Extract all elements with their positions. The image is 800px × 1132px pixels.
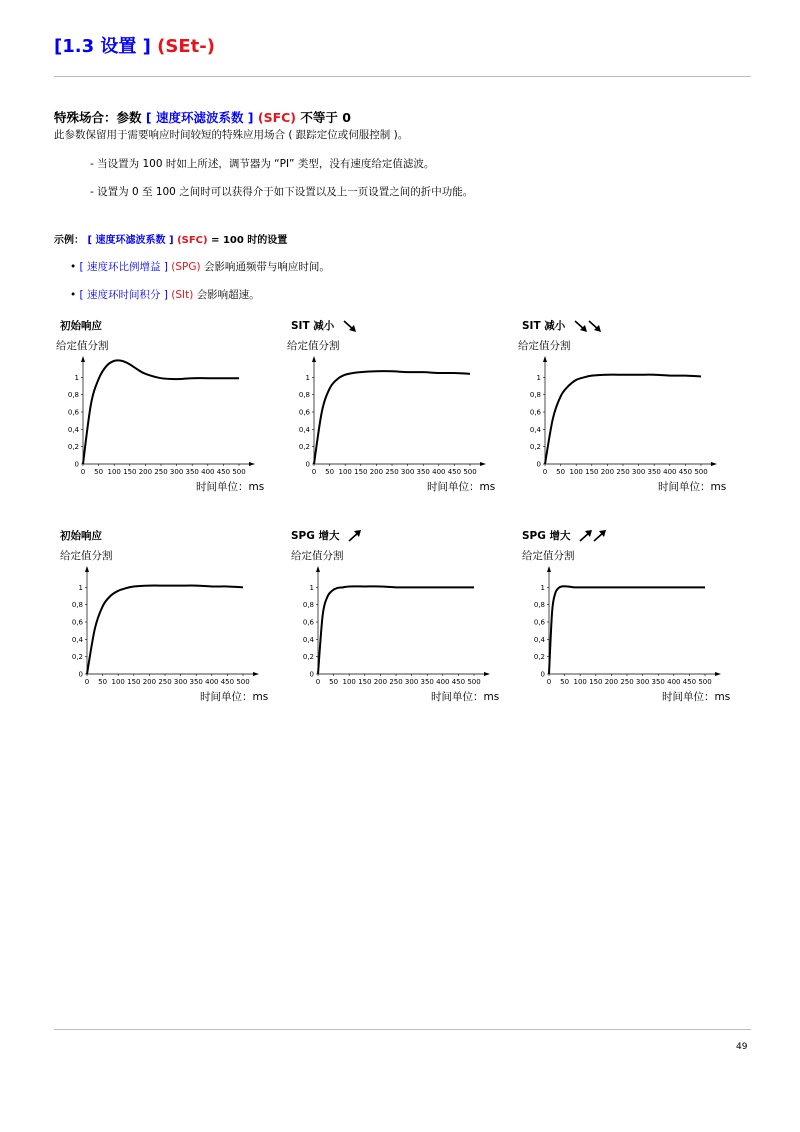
x-tick-label: 0 [311, 468, 317, 476]
x-tick-label: 250 [389, 678, 403, 686]
y-tick-label: 0,2 [298, 443, 310, 452]
x-tick-label: 50 [94, 468, 104, 476]
x-tick-label: 200 [600, 468, 615, 476]
x-axis-unit: 时间单位：ms [427, 481, 496, 493]
dash-item: - 当设置为 100 时如上所述，调节器为 “PI” 类型，没有速度给定值滤波。 [90, 158, 435, 170]
y-tick-label: 1 [540, 583, 545, 592]
chart-panel [291, 526, 511, 706]
y-axis-arrow [543, 356, 547, 362]
x-tick-label: 450 [451, 678, 466, 686]
chart-svg [56, 354, 276, 484]
response-curve [549, 586, 705, 674]
x-tick-label: 200 [369, 468, 384, 476]
x-tick-label: 350 [420, 678, 434, 686]
trend-arrow-svg [347, 529, 367, 543]
y-tick-label: 0 [305, 460, 310, 469]
title-bracket: [1.3 设置 ] [54, 36, 151, 57]
bullet-text: 会影响通频带与响应时间。 [203, 261, 330, 273]
x-tick-label: 50 [556, 468, 566, 476]
x-tick-label: 450 [447, 468, 462, 476]
trend-arrows-icon [574, 530, 614, 542]
chart-svg [287, 354, 507, 484]
x-tick-label: 50 [98, 678, 108, 686]
y-tick-label: 0,8 [533, 601, 545, 610]
y-axis-label: 给定值分割 [287, 340, 340, 352]
heading-param: [ 速度环滤波系数 ] [145, 110, 254, 125]
bullet-code: (SIt) [171, 289, 194, 301]
bullet-marker: • [70, 261, 77, 273]
x-tick-label: 100 [107, 468, 121, 476]
x-axis-unit: 时间单位：ms [658, 481, 727, 493]
page-title [54, 32, 215, 58]
heading-code: (SFC) [257, 110, 297, 125]
x-tick-label: 500 [232, 468, 246, 476]
chart-title [60, 528, 102, 543]
x-axis-unit: 时间单位：ms [662, 691, 731, 703]
x-tick-label: 500 [463, 468, 477, 476]
chart-panel [60, 526, 280, 706]
title-code: (SEt-) [157, 36, 215, 57]
x-tick-label: 450 [216, 468, 231, 476]
x-tick-label: 300 [404, 678, 419, 686]
chart-title-text: SIT 减小 [291, 320, 335, 332]
x-axis-unit: 时间单位：ms [200, 691, 269, 703]
x-tick-label: 350 [185, 468, 199, 476]
y-axis-arrow [316, 566, 320, 572]
trend-arrow-svg [342, 319, 362, 333]
y-tick-label: 0 [78, 670, 83, 679]
chart-title [291, 318, 362, 333]
x-tick-label: 50 [325, 468, 335, 476]
chart-title-text: 初始响应 [60, 530, 102, 542]
y-tick-label: 0,6 [298, 408, 310, 417]
x-tick-label: 400 [663, 468, 677, 476]
y-tick-label: 0,4 [302, 635, 314, 644]
x-tick-label: 400 [201, 468, 215, 476]
x-tick-label: 350 [189, 678, 203, 686]
y-tick-label: 0,6 [67, 408, 79, 417]
response-curve [83, 360, 239, 464]
x-tick-label: 150 [585, 468, 599, 476]
x-axis-arrow [253, 672, 259, 676]
y-tick-label: 1 [305, 373, 310, 382]
y-tick-label: 1 [78, 583, 83, 592]
trend-arrows-icon [338, 320, 362, 332]
y-tick-label: 0,2 [529, 443, 541, 452]
x-tick-label: 150 [123, 468, 137, 476]
x-axis-arrow [249, 462, 255, 466]
bullet-marker: • [70, 289, 77, 301]
x-tick-label: 400 [667, 678, 681, 686]
x-tick-label: 450 [220, 678, 235, 686]
bullet-param: [ 速度环时间积分 ] [79, 289, 168, 301]
x-tick-label: 450 [682, 678, 697, 686]
response-curve [318, 586, 474, 674]
x-tick-label: 250 [620, 678, 634, 686]
trend-arrows-icon [343, 530, 367, 542]
y-tick-label: 0 [74, 460, 79, 469]
x-tick-label: 400 [436, 678, 450, 686]
x-tick-label: 100 [573, 678, 587, 686]
response-curve [314, 371, 470, 464]
y-axis-label: 给定值分割 [291, 550, 344, 562]
y-tick-label: 0,8 [529, 391, 541, 400]
y-axis-label: 给定值分割 [56, 340, 109, 352]
y-tick-label: 0 [309, 670, 314, 679]
x-tick-label: 300 [400, 468, 415, 476]
x-tick-label: 500 [694, 468, 708, 476]
y-axis-label: 给定值分割 [60, 550, 113, 562]
bullet-item [70, 287, 260, 302]
y-tick-label: 0 [536, 460, 541, 469]
chart-panel [56, 316, 276, 496]
chart-svg [60, 564, 280, 694]
intro-text: 此参数保留用于需要响应时间较短的特殊应用场合 ( 跟踪定位或伺服控制 )。 [54, 129, 409, 141]
y-axis-arrow [312, 356, 316, 362]
x-axis-arrow [715, 672, 721, 676]
x-tick-label: 350 [647, 468, 661, 476]
response-curve [545, 375, 701, 464]
x-tick-label: 300 [169, 468, 184, 476]
x-tick-label: 100 [111, 678, 125, 686]
y-tick-label: 1 [536, 373, 541, 382]
x-tick-label: 0 [84, 678, 90, 686]
x-tick-label: 50 [560, 678, 570, 686]
example-heading [54, 231, 287, 246]
response-curve [87, 586, 243, 674]
y-axis-arrow [81, 356, 85, 362]
x-tick-label: 350 [416, 468, 430, 476]
y-tick-label: 0,4 [71, 635, 83, 644]
x-axis-unit: 时间单位：ms [431, 691, 500, 703]
chart-title-text: 初始响应 [60, 320, 102, 332]
y-tick-label: 0,2 [533, 653, 545, 662]
x-tick-label: 200 [142, 678, 157, 686]
x-tick-label: 0 [542, 468, 548, 476]
y-tick-label: 1 [309, 583, 314, 592]
x-axis-arrow [484, 672, 490, 676]
footer-divider [54, 1029, 751, 1030]
y-tick-label: 0,8 [302, 601, 314, 610]
y-tick-label: 0,6 [71, 618, 83, 627]
example-code: (SFC) [177, 235, 208, 246]
example-suffix: = 100 时的设置 [211, 235, 288, 246]
x-tick-label: 200 [373, 678, 388, 686]
example-prefix: 示例： [54, 235, 84, 246]
y-tick-label: 1 [74, 373, 79, 382]
chart-title [291, 528, 367, 543]
x-tick-label: 400 [432, 468, 446, 476]
header-divider [54, 76, 751, 77]
y-axis-label: 给定值分割 [522, 550, 575, 562]
section-heading [54, 108, 351, 126]
y-tick-label: 0,4 [533, 635, 545, 644]
x-tick-label: 200 [604, 678, 619, 686]
x-tick-label: 250 [158, 678, 172, 686]
chart-panel [518, 316, 738, 496]
y-tick-label: 0,4 [67, 425, 79, 434]
example-param: [ 速度环滤波系数 ] [87, 235, 174, 246]
y-axis-arrow [85, 566, 89, 572]
x-tick-label: 200 [138, 468, 153, 476]
y-tick-label: 0,2 [71, 653, 83, 662]
trend-arrow-svg [578, 529, 614, 543]
x-tick-label: 500 [467, 678, 481, 686]
x-tick-label: 100 [338, 468, 352, 476]
y-tick-label: 0,2 [67, 443, 79, 452]
y-tick-label: 0,8 [67, 391, 79, 400]
x-tick-label: 300 [635, 678, 650, 686]
x-tick-label: 150 [354, 468, 368, 476]
x-axis-arrow [711, 462, 717, 466]
y-tick-label: 0,4 [298, 425, 310, 434]
y-tick-label: 0,4 [529, 425, 541, 434]
chart-title-text: SPG 增大 [291, 530, 340, 542]
x-tick-label: 500 [236, 678, 250, 686]
x-tick-label: 100 [569, 468, 583, 476]
chart-title [522, 528, 614, 543]
y-tick-label: 0,8 [71, 601, 83, 610]
bullet-item [70, 259, 330, 274]
x-tick-label: 250 [154, 468, 168, 476]
x-tick-label: 350 [651, 678, 665, 686]
y-tick-label: 0,6 [302, 618, 314, 627]
x-tick-label: 150 [127, 678, 141, 686]
x-tick-label: 450 [678, 468, 693, 476]
x-axis-arrow [480, 462, 486, 466]
x-tick-label: 250 [385, 468, 399, 476]
bullet-param: [ 速度环比例增益 ] [79, 261, 168, 273]
x-tick-label: 500 [698, 678, 712, 686]
y-tick-label: 0 [540, 670, 545, 679]
y-tick-label: 0,2 [302, 653, 314, 662]
x-tick-label: 150 [589, 678, 603, 686]
chart-svg [522, 564, 742, 694]
heading-prefix: 特殊场合：参数 [54, 110, 142, 125]
chart-title [60, 318, 102, 333]
bullet-code: (SPG) [171, 261, 201, 273]
chart-title-text: SIT 减小 [522, 320, 566, 332]
bullet-text: 会影响超速。 [196, 289, 260, 301]
chart-svg [291, 564, 511, 694]
page-number: 49 [736, 1042, 748, 1052]
y-axis-label: 给定值分割 [518, 340, 571, 352]
trend-arrow-svg [573, 319, 609, 333]
x-tick-label: 100 [342, 678, 356, 686]
x-tick-label: 150 [358, 678, 372, 686]
x-tick-label: 50 [329, 678, 339, 686]
y-tick-label: 0,6 [533, 618, 545, 627]
chart-title [522, 318, 609, 333]
x-axis-unit: 时间单位：ms [196, 481, 265, 493]
y-tick-label: 0,6 [529, 408, 541, 417]
x-tick-label: 400 [205, 678, 219, 686]
y-tick-label: 0,8 [298, 391, 310, 400]
trend-arrows-icon [569, 320, 609, 332]
x-tick-label: 0 [546, 678, 552, 686]
y-axis-arrow [547, 566, 551, 572]
x-tick-label: 300 [173, 678, 188, 686]
dash-item: - 设置为 0 至 100 之间时可以获得介于如下设置以及上一页设置之间的折中功能。 [90, 186, 474, 198]
chart-title-text: SPG 增大 [522, 530, 571, 542]
chart-panel [522, 526, 742, 706]
x-tick-label: 0 [80, 468, 86, 476]
x-tick-label: 250 [616, 468, 630, 476]
x-tick-label: 0 [315, 678, 321, 686]
heading-suffix: 不等于 0 [300, 110, 351, 125]
chart-panel [287, 316, 507, 496]
x-tick-label: 300 [631, 468, 646, 476]
chart-svg [518, 354, 738, 484]
